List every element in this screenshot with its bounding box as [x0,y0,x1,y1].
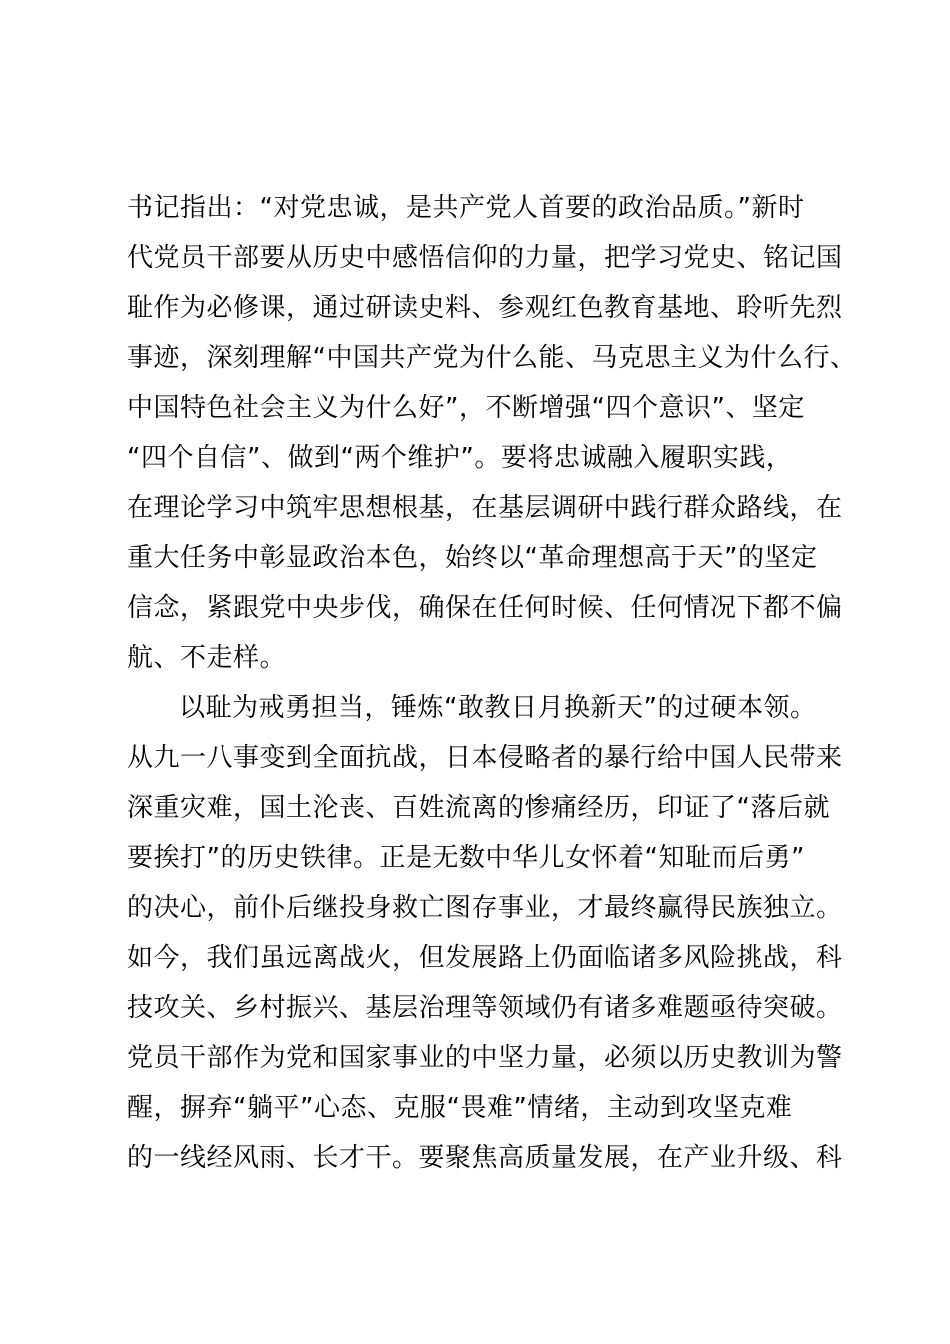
text-line: 醒，摒弃“躺平”心态、克服“畏难”情绪，主动到攻坚克难 [127,1093,793,1123]
text-line: 深重灾难，国土沦丧、百姓流离的惨痛经历，印证了“落后就 [127,793,830,823]
text-line: 党员干部作为党和国家事业的中坚力量，必须以历史教训为警 [127,1043,843,1073]
text-line: 从九一八事变到全面抗战，日本侵略者的暴行给中国人民带来 [127,743,843,773]
paragraph-1 [127,183,857,683]
text-line: 书记指出：“对党忠诚，是共产党人首要的政治品质。”新时 [127,193,805,223]
text-line: 代党员干部要从历史中感悟信仰的力量，把学习党史、铭记国 [127,243,843,273]
text-line: 在理论学习中筑牢思想根基，在基层调研中践行群众路线，在 [127,493,843,523]
paragraph-2 [127,683,843,1183]
text-line: 的一线经风雨、长才干。要聚焦高质量发展，在产业升级、科 [127,1143,843,1173]
text-line: 航、不走样。 [127,643,287,673]
text-line: 信念，紧跟党中央步伐，确保在任何时候、任何情况下都不偏 [127,593,843,623]
text-line: 的决心，前仆后继投身救亡图存事业，才最终赢得民族独立。 [127,893,843,923]
text-line: 技攻关、乡村振兴、基层治理等领域仍有诸多难题亟待突破。 [127,993,843,1023]
paragraph-heading-line: 以耻为戒勇担当，锤炼“敢教日月换新天”的过硬本领。 [179,693,817,723]
body-text [127,183,857,1183]
text-line: 重大任务中彰显政治本色，始终以“革命理想高于天”的坚定 [127,543,818,573]
text-line: 中国特色社会主义为什么好”，不断增强“四个意识”、坚定 [127,393,805,423]
text-line: 如今，我们虽远离战火，但发展路上仍面临诸多风险挑战，科 [127,943,843,973]
text-line: 事迹，深刻理解“中国共产党为什么能、马克思主义为什么行、 [127,343,857,373]
text-line: 耻作为必修课，通过研读史料、参观红色教育基地、聆听先烈 [127,293,843,323]
text-line: “四个自信”、做到“两个维护”。要将忠诚融入履职实践， [127,443,793,473]
text-line: 要挨打”的历史铁律。正是无数中华儿女怀着“知耻而后勇” [127,843,805,873]
